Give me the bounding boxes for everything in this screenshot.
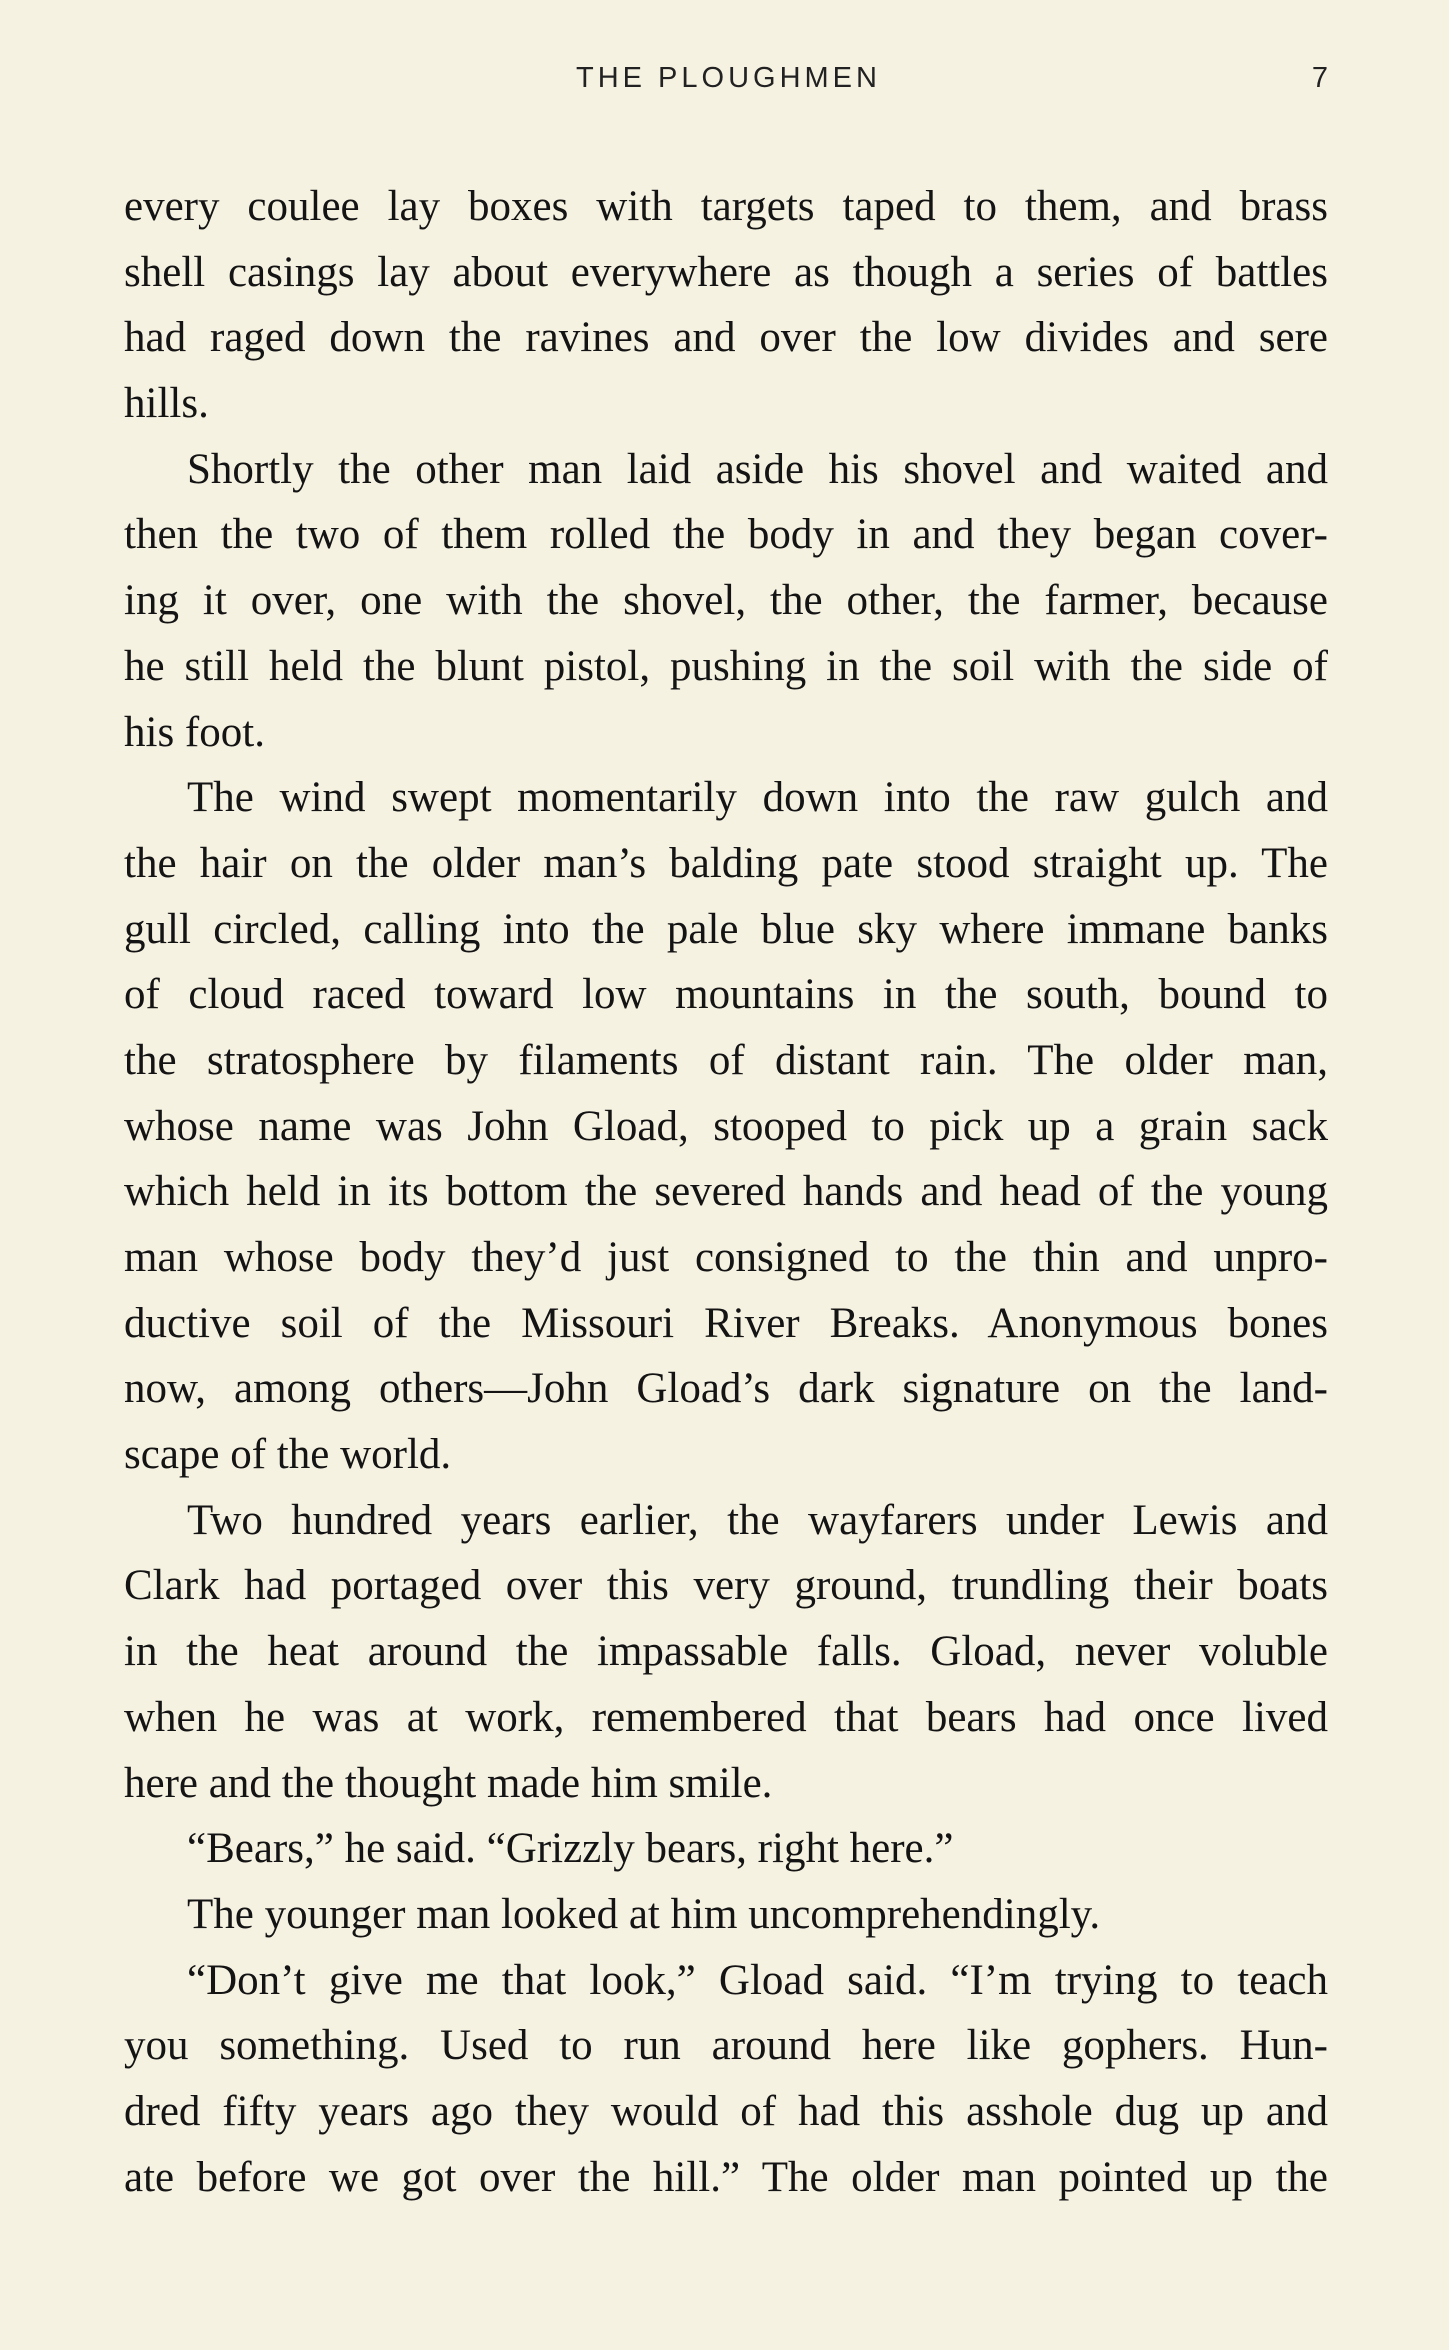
text-line: here and the thought made him smile. [124, 1759, 773, 1807]
text-line: ductive soil of the Missouri River Breaks. Anonymous bones [124, 1299, 1328, 1347]
text-line: every coulee lay boxes with targets taped to them, and brass [124, 183, 1328, 230]
running-header-title: THE PLOUGHMEN [576, 62, 881, 94]
text-line: Clark had portaged over this very ground, trundling their boats [124, 1562, 1328, 1610]
text-line: hills. [124, 380, 209, 428]
text-line: he still held the blunt pistol, pushing in the soil with the side of [124, 642, 1328, 690]
text-line: in the heat around the impassable falls. Gload, never voluble [124, 1628, 1328, 1676]
text-line: the hair on the older man’s balding pate stood straight up. The [124, 839, 1328, 887]
page-number: 7 [1311, 62, 1328, 94]
text-line: whose name was John Gload, stooped to pick up a grain sack [124, 1102, 1328, 1150]
text-line: “Don’t give me that look,” Gload said. “I’m trying to teach [187, 1956, 1328, 2004]
text-line: now, among others—John Gload’s dark signature on the land- [124, 1365, 1328, 1413]
text-line: then the two of them rolled the body in and they began cover- [124, 511, 1328, 559]
text-line: you something. Used to run around here like gophers. Hun- [124, 2022, 1328, 2070]
text-line: when he was at work, remembered that bears had once lived [124, 1693, 1328, 1741]
text-line: which held in its bottom the severed hands and head of the young [124, 1168, 1328, 1216]
text-line: scape of the world. [124, 1431, 452, 1479]
text-line: “Bears,” he said. “Grizzly bears, right here.” [187, 1825, 954, 1873]
text-line: ate before we got over the hill.” The older man pointed up the [124, 2153, 1328, 2201]
text-line: of cloud raced toward low mountains in the south, bound to [124, 971, 1328, 1019]
text-line: man whose body they’d just consigned to the thin and unpro- [124, 1234, 1328, 1281]
text-line: Shortly the other man laid aside his shovel and waited and [187, 445, 1328, 493]
text-line: shell casings lay about everywhere as though a series of battles [124, 248, 1328, 296]
body-text [124, 174, 1328, 2210]
text-line: had raged down the ravines and over the low divides and sere [124, 314, 1328, 362]
text-line: The wind swept momentarily down into the raw gulch and [187, 774, 1328, 822]
text-line: his foot. [124, 708, 265, 756]
text-line: Two hundred years earlier, the wayfarers under Lewis and [187, 1496, 1328, 1544]
text-line: gull circled, calling into the pale blue sky where immane banks [124, 905, 1328, 953]
text-line: The younger man looked at him uncomprehendingly. [187, 1890, 1101, 1938]
text-line: the stratosphere by filaments of distant rain. The older man, [124, 1036, 1328, 1084]
text-line: dred fifty years ago they would of had this asshole dug up and [124, 2087, 1328, 2135]
text-line: ing it over, one with the shovel, the other, the farmer, because [124, 577, 1328, 625]
